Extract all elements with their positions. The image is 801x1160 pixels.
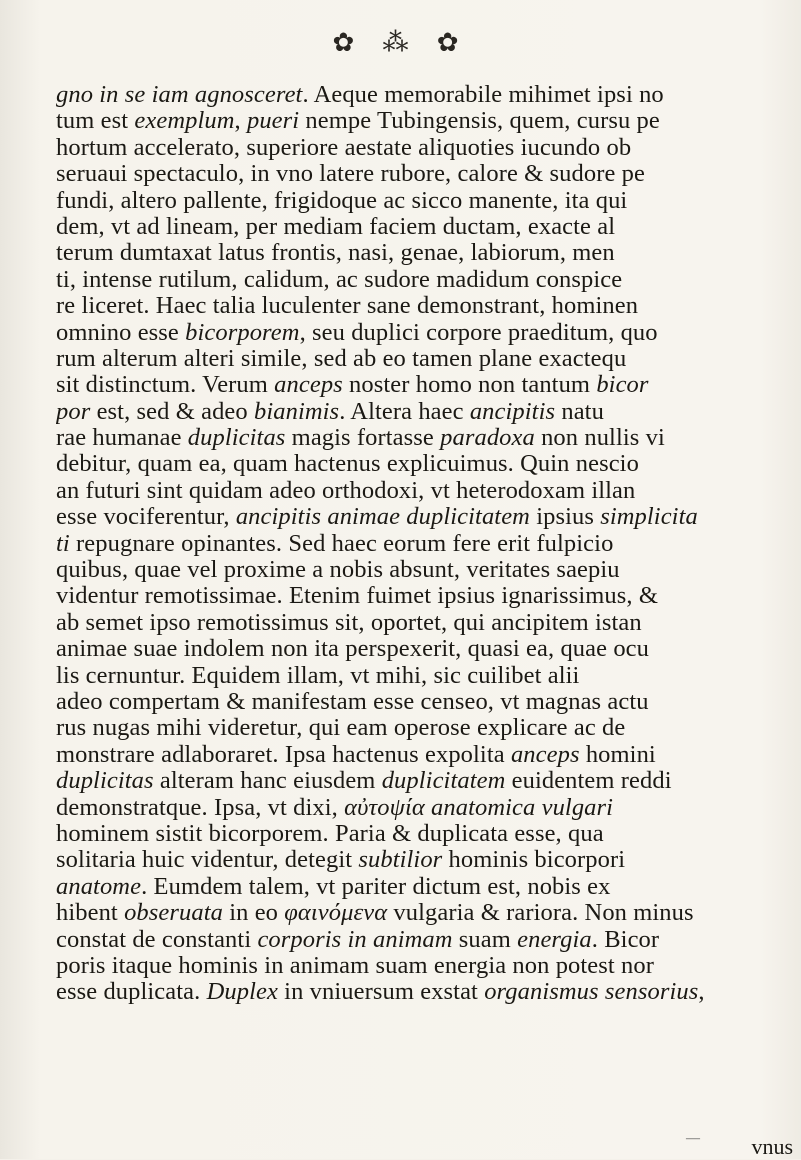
text-line: lis cernuntur. Equidem illam, vt mihi, sic cuilibet alii [56,661,580,689]
text-line: hortum accelerato, superiore aestate aliquoties iucundo ob [56,133,632,161]
text-line: monstrare adlaboraret. Ipsa hactenus expolita anceps homini [56,740,656,768]
text-line: tum est exemplum, pueri nempe Tubingensis, quem, cursu pe [56,107,660,135]
text-line: poris itaque hominis in animam suam energia non potest nor [56,951,655,979]
text-line: ab semet ipso remotissimus sit, oportet, qui ancipitem istan [56,608,642,636]
text-line: videntur remotissimae. Etenim fuimet ipsius ignarissimus, & [56,582,658,610]
ornament-left: ✿ [332,28,365,58]
text-line: rus nugas mihi videretur, qui eam operose explicare ac de [56,714,626,742]
ornament-center: ⁂ [382,28,419,58]
text-line: anatome. Eumdem talem, vt pariter dictum est, nobis ex [56,872,611,900]
text-line: gno in se iam agnosceret. Aeque memorabile mihimet ipsi no [56,82,664,108]
text-line: por est, sed & adeo bianimis. Altera haec ancipitis natu [56,397,604,425]
header-ornament [0,28,801,68]
text-line: rae humanae duplicitas magis fortasse paradoxa non nullis vi [56,424,665,452]
text-line: ti repugnare opinantes. Sed haec eorum fere erit fulpicio [56,529,614,557]
text-line: quibus, quae vel proxime a nobis absunt, veritates saepiu [56,556,620,584]
text-line: esse vociferentur, ancipitis animae duplicitatem ipsius simplicita [56,503,698,531]
text-line: solitaria huic videntur, detegit subtilior hominis bicorpori [56,846,626,874]
text-line: fundi, altero pallente, frigidoque ac sicco manente, ita qui [56,186,628,214]
text-line: duplicitas alteram hanc eiusdem duplicitatem euidentem reddi [56,767,672,795]
text-line: demonstratque. Ipsa, vt dixi, αὐτοψία anatomica vulgari [56,793,614,821]
text-line: rum alterum alteri simile, sed ab eo tamen plane exactequ [56,344,627,372]
text-line: seruaui spectaculo, in vno latere rubore, calore & sudore pe [56,160,645,188]
text-line: hibent obseruata in eo φαινόμενα vulgaria & rariora. Non minus [56,899,694,927]
text-line: re liceret. Haec talia luculenter sane demonstrant, hominen [56,292,639,320]
text-line: constat de constanti corporis in animam suam energia. Bicor [56,925,660,953]
text-line: esse duplicata. Duplex in vniuersum exstat organismus sensorius, [56,978,705,1006]
text-line: dem, vt ad lineam, per mediam faciem ductam, exacte al [56,212,616,240]
body-text [56,82,801,1006]
catchword: vnus [751,1134,793,1159]
ornament-right: ✿ [436,28,469,58]
text-line: adeo compertam & manifestam esse censeo, vt magnas actu [56,687,649,715]
underline-mark: — [686,1131,700,1146]
text-line: animae suae indolem non ita perspexerit, quasi ea, quae ocu [56,635,650,663]
text-line: omnino esse bicorporem, seu duplici corpore praeditum, quo [56,318,658,346]
text-line: sit distinctum. Verum anceps noster homo non tantum bicor [56,371,649,399]
text-line: terum dumtaxat latus frontis, nasi, genae, labiorum, men [56,239,615,267]
text-line: ti, intense rutilum, calidum, ac sudore madidum conspice [56,265,623,293]
text-line: hominem sistit bicorporem. Paria & duplicata esse, qua [56,819,604,847]
text-line: debitur, quam ea, quam hactenus explicuimus. Quin nescio [56,450,639,478]
text-line: an futuri sint quidam adeo orthodoxi, vt heterodoxam illan [56,476,636,504]
